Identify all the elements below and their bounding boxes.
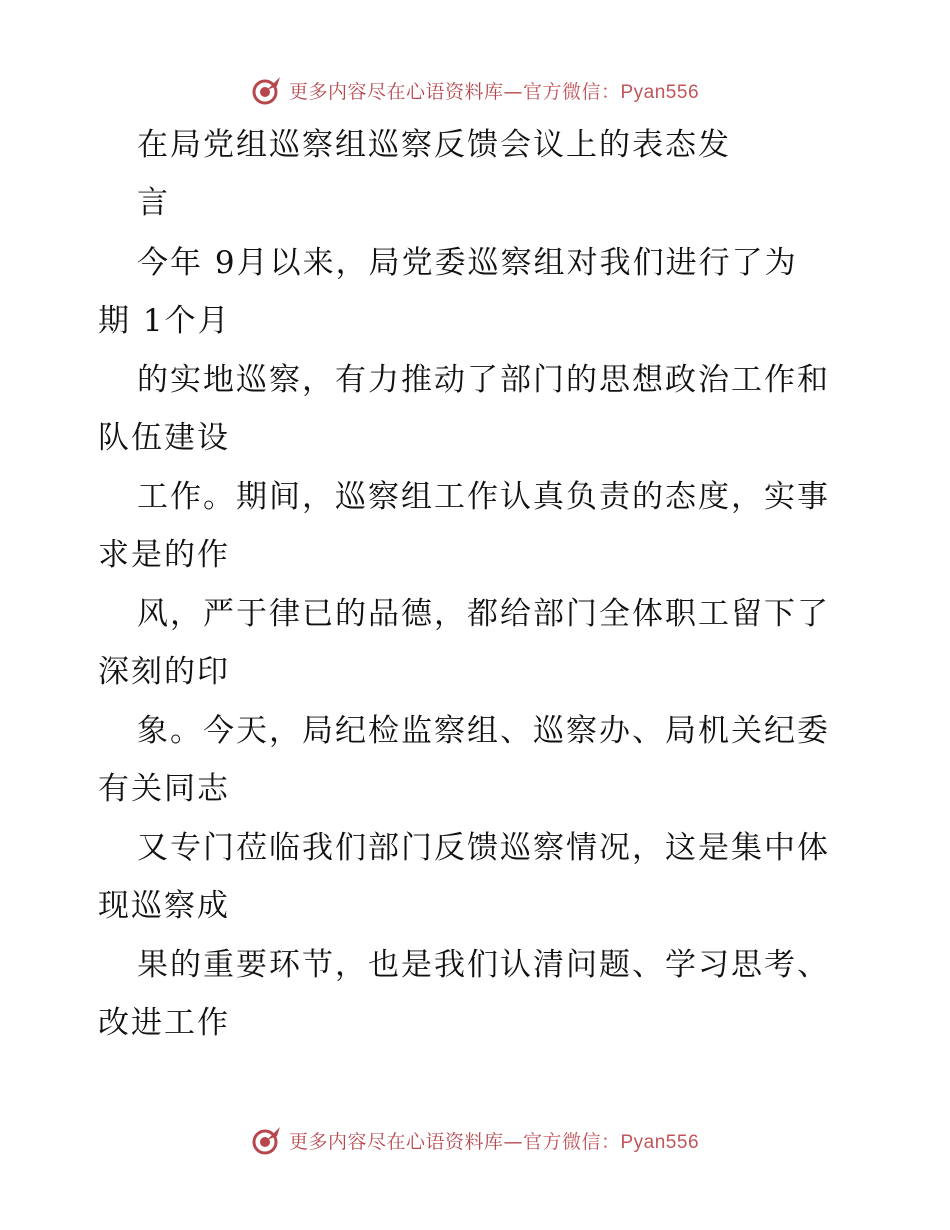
- paragraph-line: 有关同志: [98, 771, 230, 807]
- paragraph-line: 深刻的印: [98, 654, 230, 690]
- quill-logo-icon: [251, 74, 283, 106]
- watermark-separator: —: [503, 1130, 523, 1153]
- title-line-2: 言: [137, 185, 170, 221]
- watermark-main-text: 更多内容尽在心语资料库: [288, 80, 504, 103]
- paragraph-line: 风，严于律已的品德，都给部门全体职工留下了: [137, 596, 830, 632]
- watermark-text: [289, 1127, 699, 1154]
- watermark-suffix-text: 官方微信：Pyan556: [523, 1131, 700, 1153]
- paragraph-line: 工作。期间，巡察组工作认真负责的态度，实事: [137, 479, 830, 515]
- watermark-suffix-text: 官方微信：Pyan556: [523, 81, 700, 103]
- paragraph-line: 队伍建设: [98, 420, 230, 456]
- paragraph-line: 今年 9月以来，局党委巡察组对我们进行了为: [137, 245, 798, 281]
- paragraph-line: 象。今天，局纪检监察组、巡察办、局机关纪委: [137, 713, 830, 749]
- watermark-text: [289, 77, 699, 104]
- quill-logo-icon: [251, 1124, 283, 1156]
- paragraph-line: 的实地巡察，有力推动了部门的思想政治工作和: [137, 362, 830, 398]
- footer-watermark: [0, 1120, 950, 1160]
- paragraph-line: 期 1个月: [98, 303, 231, 339]
- watermark-main-text: 更多内容尽在心语资料库: [288, 1130, 504, 1153]
- paragraph-line: 又专门莅临我们部门反馈巡察情况，这是集中体: [137, 830, 830, 866]
- title-line-1: 在局党组巡察组巡察反馈会议上的表态发: [137, 127, 731, 163]
- watermark-separator: —: [503, 80, 523, 103]
- paragraph-line: 果的重要环节，也是我们认清问题、学习思考、: [137, 947, 830, 983]
- paragraph-line: 求是的作: [98, 537, 230, 573]
- header-watermark: [0, 70, 950, 110]
- paragraph-line: 改进工作: [98, 1005, 230, 1041]
- paragraph-line: 现巡察成: [98, 888, 230, 924]
